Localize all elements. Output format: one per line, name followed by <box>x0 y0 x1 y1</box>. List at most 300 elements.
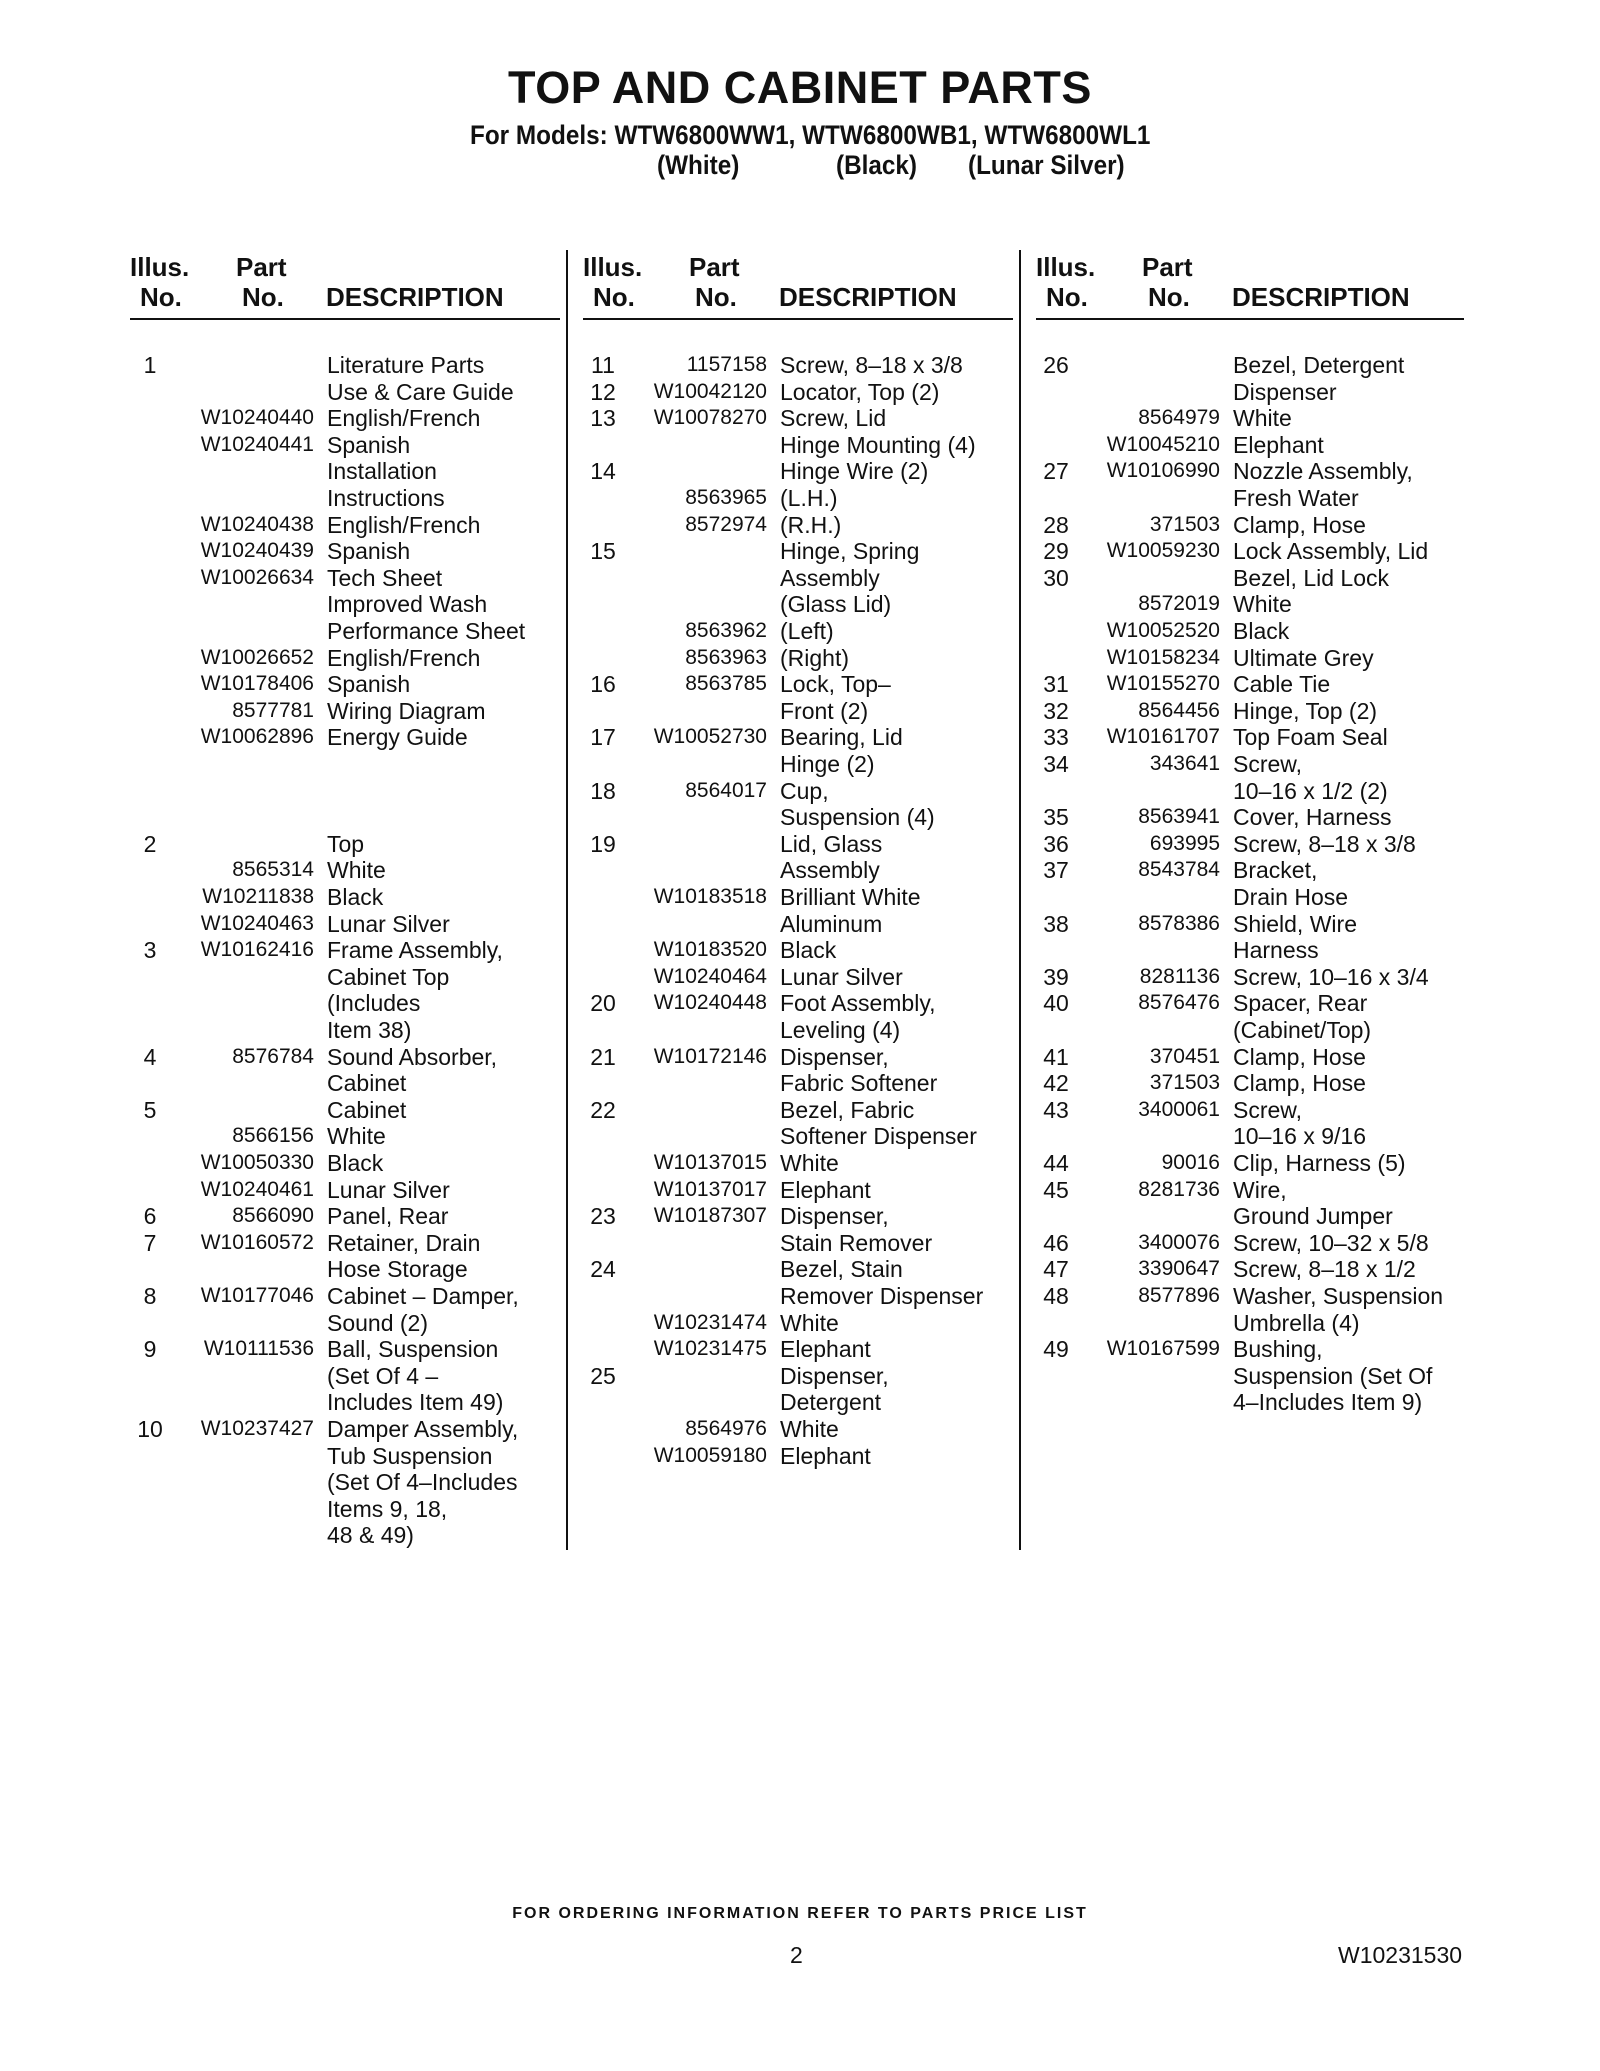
part-description: Ultimate Grey <box>1233 644 1374 671</box>
part-row <box>130 1097 560 1124</box>
part-description: Screw, 8–18 x 3/8 <box>780 352 963 378</box>
part-row <box>130 379 560 406</box>
part-description: (Set Of 4–Includes <box>327 1469 518 1496</box>
illus-number: 35 <box>1043 804 1069 831</box>
part-number: W10059230 <box>1106 539 1220 563</box>
part-description: Clamp, Hose <box>1233 511 1366 538</box>
part-description: Black <box>1233 618 1290 644</box>
part-row <box>130 698 560 725</box>
part-header: Part <box>1142 252 1193 282</box>
part-row <box>130 1363 560 1390</box>
part-description: Black <box>780 937 837 964</box>
part-row <box>1036 1017 1464 1044</box>
part-description: Lid, Glass <box>780 830 883 857</box>
variant-black: (Black) <box>836 150 918 180</box>
part-row <box>583 698 1013 725</box>
illus-number: 28 <box>1043 511 1069 538</box>
part-row <box>1036 884 1464 911</box>
illus-number: 48 <box>1043 1283 1069 1309</box>
part-description: Tub Suspension <box>327 1442 493 1469</box>
part-description: Lunar Silver <box>327 910 450 937</box>
part-number: W10026634 <box>200 565 314 589</box>
illus-number: 47 <box>1043 1256 1069 1283</box>
part-number: W10059180 <box>653 1443 767 1467</box>
part-description: Foot Assembly, <box>780 990 936 1017</box>
illus-number: 41 <box>1043 1043 1069 1070</box>
part-row <box>130 1469 560 1496</box>
part-row <box>130 857 560 884</box>
part-number: W10155270 <box>1106 672 1220 696</box>
description-header: DESCRIPTION <box>326 282 504 312</box>
part-row <box>1036 485 1464 512</box>
part-description: Hose Storage <box>327 1256 468 1283</box>
part-row <box>130 1443 560 1470</box>
part-description: (Glass Lid) <box>780 591 892 618</box>
part-row <box>130 1230 560 1257</box>
part-description: Hinge Wire (2) <box>780 458 929 485</box>
part-number: W10050330 <box>200 1151 314 1174</box>
part-description: Ball, Suspension <box>327 1336 499 1363</box>
part-number: W10183520 <box>653 938 767 962</box>
description-header: DESCRIPTION <box>1232 282 1410 312</box>
part-row <box>583 831 1013 858</box>
part-row <box>583 804 1013 831</box>
part-row <box>130 911 560 938</box>
part-description: Washer, Suspension <box>1233 1283 1444 1309</box>
illus-number: 33 <box>1043 724 1069 751</box>
part-row <box>1036 964 1464 991</box>
column-divider <box>1019 250 1021 1550</box>
illus-number: 18 <box>590 777 616 804</box>
part-description: (Left) <box>780 618 834 644</box>
part-row <box>583 1443 1013 1470</box>
part-description: 48 & 49) <box>327 1522 414 1549</box>
illus-number: 44 <box>1043 1150 1069 1176</box>
part-header: No. <box>1148 282 1190 312</box>
illus-number: 46 <box>1043 1229 1069 1256</box>
part-description: Cabinet <box>327 1070 407 1097</box>
column-header <box>1036 250 1464 320</box>
column-header <box>130 250 560 320</box>
part-row <box>130 405 560 432</box>
part-row <box>130 1310 560 1337</box>
description-header: DESCRIPTION <box>779 282 957 312</box>
part-row <box>130 1017 560 1044</box>
part-number: 8543784 <box>1138 858 1220 882</box>
part-number: 693995 <box>1149 831 1220 855</box>
part-description: Elephant <box>780 1176 871 1203</box>
part-description: Sound Absorber, <box>327 1043 498 1070</box>
part-row <box>1036 405 1464 432</box>
part-row <box>130 645 560 672</box>
illus-number: 1 <box>143 352 157 378</box>
part-description: Bearing, Lid <box>780 724 903 751</box>
illus-number: 42 <box>1043 1070 1069 1097</box>
part-description: White <box>327 857 386 884</box>
illus-number: 22 <box>590 1096 616 1123</box>
part-description: White <box>780 1416 839 1442</box>
illus-number: 2 <box>143 830 157 857</box>
part-row <box>1036 990 1464 1017</box>
part-description: Aluminum <box>780 910 883 937</box>
part-description: Screw, 10–32 x 5/8 <box>1233 1229 1429 1256</box>
part-description: Screw, 8–18 x 3/8 <box>1233 830 1416 857</box>
part-description: Damper Assembly, <box>327 1416 519 1442</box>
part-row <box>1036 778 1464 805</box>
page-title: TOP AND CABINET PARTS <box>508 62 1092 113</box>
part-row <box>583 645 1013 672</box>
illus-number: 25 <box>590 1362 616 1389</box>
part-description: Elephant <box>1233 431 1324 458</box>
part-description: Bushing, <box>1233 1336 1323 1363</box>
part-description: Elephant <box>780 1336 871 1363</box>
illus-number: 38 <box>1043 910 1069 937</box>
part-description: White <box>780 1150 839 1176</box>
part-number: 8281736 <box>1138 1177 1220 1201</box>
part-row <box>130 352 560 379</box>
part-row <box>130 1177 560 1204</box>
part-description: Assembly <box>780 857 880 884</box>
part-row <box>1036 857 1464 884</box>
part-description: (Set Of 4 – <box>327 1362 439 1389</box>
part-description: Tech Sheet <box>327 564 443 591</box>
part-number: W10161707 <box>1106 725 1220 749</box>
part-description: Lunar Silver <box>780 963 903 990</box>
part-number: 1157158 <box>686 353 767 376</box>
part-description: Performance Sheet <box>327 618 526 644</box>
part-row <box>130 804 560 831</box>
part-header: No. <box>242 282 284 312</box>
part-description: Black <box>327 1150 384 1176</box>
part-row <box>1036 804 1464 831</box>
part-row <box>583 1044 1013 1071</box>
part-row <box>1036 565 1464 592</box>
part-number: 8578386 <box>1138 911 1220 935</box>
part-row <box>130 618 560 645</box>
part-row <box>130 485 560 512</box>
part-description: Brilliant White <box>780 884 921 910</box>
part-number: 8576476 <box>1138 991 1220 1015</box>
part-row <box>130 751 560 778</box>
part-description: Frame Assembly, <box>327 937 503 964</box>
part-number: W10052730 <box>653 725 767 749</box>
part-description: Hinge (2) <box>780 751 875 777</box>
part-row <box>1036 618 1464 645</box>
part-row <box>1036 1283 1464 1310</box>
illus-number: 21 <box>590 1043 616 1070</box>
part-number: W10240464 <box>653 964 767 988</box>
part-row <box>1036 1044 1464 1071</box>
part-description: Panel, Rear <box>327 1203 449 1230</box>
part-number: W10158234 <box>1106 645 1220 669</box>
part-description: Elephant <box>780 1442 871 1469</box>
part-description: Umbrella (4) <box>1233 1309 1360 1336</box>
part-number: W10183518 <box>653 885 767 908</box>
part-row <box>583 671 1013 698</box>
part-row <box>583 405 1013 432</box>
part-description: (R.H.) <box>780 511 842 538</box>
part-description: Installation <box>327 458 437 485</box>
part-row <box>130 432 560 459</box>
part-description: Hinge, Spring <box>780 538 920 565</box>
part-description: Clamp, Hose <box>1233 1070 1366 1097</box>
part-description: Assembly <box>780 564 880 591</box>
part-description: Ground Jumper <box>1233 1203 1393 1230</box>
part-header: No. <box>695 282 737 312</box>
part-row <box>130 1416 560 1443</box>
parts-column-2 <box>583 250 1013 1469</box>
part-row <box>130 1389 560 1416</box>
part-row <box>583 857 1013 884</box>
part-description: (Right) <box>780 644 850 671</box>
illus-number: 13 <box>590 405 616 432</box>
part-description: English/French <box>327 644 481 671</box>
part-row <box>1036 698 1464 725</box>
part-description: Bezel, Stain <box>780 1256 903 1283</box>
part-row <box>583 1389 1013 1416</box>
illus-number: 9 <box>143 1336 157 1363</box>
part-description: Clamp, Hose <box>1233 1043 1366 1070</box>
part-row <box>130 964 560 991</box>
part-number: W10240438 <box>200 512 314 536</box>
part-description: Cable Tie <box>1233 671 1331 698</box>
part-row <box>130 591 560 618</box>
part-description: Dispenser, <box>780 1362 889 1389</box>
illus-number: 45 <box>1043 1176 1069 1203</box>
part-row <box>130 671 560 698</box>
part-description: Wire, <box>1233 1176 1287 1203</box>
part-description: Cabinet – Damper, <box>327 1283 519 1309</box>
illus-number: 7 <box>143 1229 157 1256</box>
part-row <box>1036 645 1464 672</box>
part-description: Item 38) <box>327 1017 412 1043</box>
part-number: 8572974 <box>685 512 767 536</box>
part-number: W10178406 <box>200 672 314 696</box>
part-description: English/French <box>327 405 481 432</box>
part-row <box>130 458 560 485</box>
part-row <box>130 937 560 964</box>
part-row <box>583 1070 1013 1097</box>
part-row <box>583 591 1013 618</box>
part-row <box>583 512 1013 539</box>
part-description: Hinge, Top (2) <box>1233 697 1378 724</box>
part-number: W10240440 <box>200 406 314 430</box>
part-row <box>1036 538 1464 565</box>
part-number: 3390647 <box>1138 1257 1220 1281</box>
part-row <box>583 778 1013 805</box>
part-number: 8566156 <box>232 1124 314 1148</box>
part-description: Harness <box>1233 937 1319 964</box>
part-number: W10211838 <box>202 885 314 908</box>
part-number: 8564976 <box>685 1417 767 1440</box>
illus-number: 40 <box>1043 990 1069 1017</box>
part-description: Hinge Mounting (4) <box>780 431 976 458</box>
part-description: Front (2) <box>780 697 869 724</box>
part-row <box>130 724 560 751</box>
models-line: For Models: WTW6800WW1, WTW6800WB1, WTW6800WL1 <box>470 120 1151 150</box>
part-row <box>1036 751 1464 778</box>
part-description: Cover, Harness <box>1233 804 1392 831</box>
column-divider <box>566 250 568 1550</box>
illus-number: 26 <box>1043 352 1069 378</box>
part-row <box>130 778 560 805</box>
part-row <box>583 884 1013 911</box>
part-row <box>1036 352 1464 379</box>
part-header: Part <box>236 252 287 282</box>
model-variants <box>0 150 1600 182</box>
part-row <box>130 1283 560 1310</box>
part-description: Use & Care Guide <box>327 378 514 405</box>
part-row <box>130 831 560 858</box>
part-row <box>1036 937 1464 964</box>
part-row <box>1036 1310 1464 1337</box>
part-description: Suspension (4) <box>780 804 935 831</box>
part-description: Retainer, Drain <box>327 1229 481 1256</box>
part-number: W10137015 <box>653 1151 767 1174</box>
illus-header: No. <box>593 282 635 312</box>
part-row <box>583 432 1013 459</box>
illus-number: 8 <box>143 1283 157 1309</box>
part-row <box>583 1283 1013 1310</box>
part-description: 10–16 x 9/16 <box>1233 1123 1367 1150</box>
illus-number: 16 <box>590 671 616 698</box>
illus-number: 12 <box>590 378 616 405</box>
part-row <box>583 1123 1013 1150</box>
illus-header: Illus. <box>583 252 643 282</box>
parts-column-1 <box>130 250 560 1549</box>
part-number: W10160572 <box>200 1230 314 1254</box>
part-row <box>583 990 1013 1017</box>
part-description: Literature Parts <box>327 352 485 378</box>
part-row <box>1036 1256 1464 1283</box>
ordering-note: FOR ORDERING INFORMATION REFER TO PARTS PRICE LIST <box>512 1905 1088 1922</box>
part-row <box>1036 1177 1464 1204</box>
part-description: Screw, <box>1233 751 1303 777</box>
part-description: Softener Dispenser <box>780 1123 977 1150</box>
part-row <box>1036 1336 1464 1363</box>
page-number: 2 <box>790 1942 803 1968</box>
part-row <box>583 1416 1013 1443</box>
part-description: Cup, <box>780 777 829 804</box>
illus-header: Illus. <box>1036 252 1096 282</box>
part-description: Bracket, <box>1233 857 1318 884</box>
part-number: 8563963 <box>685 645 767 669</box>
part-number: 8566090 <box>232 1204 314 1228</box>
part-row <box>1036 1363 1464 1390</box>
part-number: W10078270 <box>653 406 767 430</box>
illus-number: 6 <box>143 1203 157 1230</box>
part-number: 370451 <box>1149 1044 1220 1068</box>
illus-number: 23 <box>590 1203 616 1230</box>
part-row <box>130 1150 560 1177</box>
part-row <box>1036 1123 1464 1150</box>
illus-number: 31 <box>1043 671 1069 698</box>
part-description: Lock, Top– <box>780 671 891 698</box>
illus-number: 5 <box>143 1096 157 1123</box>
part-row <box>583 724 1013 751</box>
part-number: 343641 <box>1149 752 1220 775</box>
illus-header: Illus. <box>130 252 190 282</box>
part-description: Top <box>327 830 365 857</box>
parts-column-3 <box>1036 250 1464 1416</box>
illus-number: 36 <box>1043 830 1069 857</box>
part-description: Instructions <box>327 485 445 511</box>
part-row <box>583 1230 1013 1257</box>
illus-number: 30 <box>1043 564 1069 591</box>
part-description: Wiring Diagram <box>327 697 486 724</box>
part-description: Top Foam Seal <box>1233 724 1388 751</box>
part-number: 8563941 <box>1138 805 1220 829</box>
part-number: W10240441 <box>200 432 314 456</box>
illus-number: 20 <box>590 990 616 1017</box>
part-row <box>130 512 560 539</box>
part-row <box>583 964 1013 991</box>
part-description: White <box>327 1123 386 1150</box>
part-row <box>1036 1389 1464 1416</box>
part-description: Nozzle Assembly, <box>1233 458 1413 485</box>
part-number: 3400076 <box>1138 1230 1220 1254</box>
part-description: White <box>780 1309 839 1336</box>
part-description: 4–Includes Item 9) <box>1233 1389 1423 1416</box>
part-description: Dispenser, <box>780 1203 889 1230</box>
part-row <box>1036 831 1464 858</box>
part-number: 8564456 <box>1138 698 1220 722</box>
part-number: W10177046 <box>200 1284 314 1307</box>
variant-lunar-silver: (Lunar Silver) <box>968 150 1125 180</box>
part-row <box>583 1097 1013 1124</box>
part-number: 8563785 <box>685 672 767 696</box>
part-row <box>1036 1203 1464 1230</box>
part-description: Dispenser <box>1233 378 1337 405</box>
illus-header: No. <box>1046 282 1088 312</box>
part-row <box>583 937 1013 964</box>
illus-header: No. <box>140 282 182 312</box>
part-description: Lunar Silver <box>327 1176 450 1203</box>
illus-number: 10 <box>137 1416 163 1442</box>
part-row <box>583 565 1013 592</box>
part-row <box>583 1310 1013 1337</box>
part-row <box>1036 432 1464 459</box>
part-number: 3400061 <box>1138 1097 1220 1121</box>
part-description: Energy Guide <box>327 724 468 751</box>
part-description: Detergent <box>780 1389 882 1416</box>
part-description: Spanish <box>327 431 411 458</box>
part-row <box>130 1256 560 1283</box>
illus-number: 29 <box>1043 538 1069 565</box>
part-number: W10240439 <box>200 539 314 563</box>
part-number: W10167599 <box>1106 1337 1220 1361</box>
illus-number: 43 <box>1043 1096 1069 1123</box>
part-description: Cabinet Top <box>327 963 450 990</box>
part-number: W10240448 <box>653 991 767 1015</box>
part-description: Improved Wash <box>327 591 488 618</box>
part-row <box>1036 591 1464 618</box>
part-number: 8563965 <box>685 486 767 509</box>
part-description: (Includes <box>327 990 421 1017</box>
illus-number: 34 <box>1043 751 1069 777</box>
part-row <box>1036 1230 1464 1257</box>
part-row <box>130 1044 560 1071</box>
part-row <box>583 1256 1013 1283</box>
part-row <box>583 458 1013 485</box>
part-row <box>1036 1097 1464 1124</box>
part-description: (L.H.) <box>780 485 838 511</box>
part-row <box>130 1070 560 1097</box>
illus-number: 15 <box>590 538 616 565</box>
part-number: 8577896 <box>1138 1284 1220 1307</box>
part-row <box>583 1203 1013 1230</box>
part-row <box>583 1150 1013 1177</box>
